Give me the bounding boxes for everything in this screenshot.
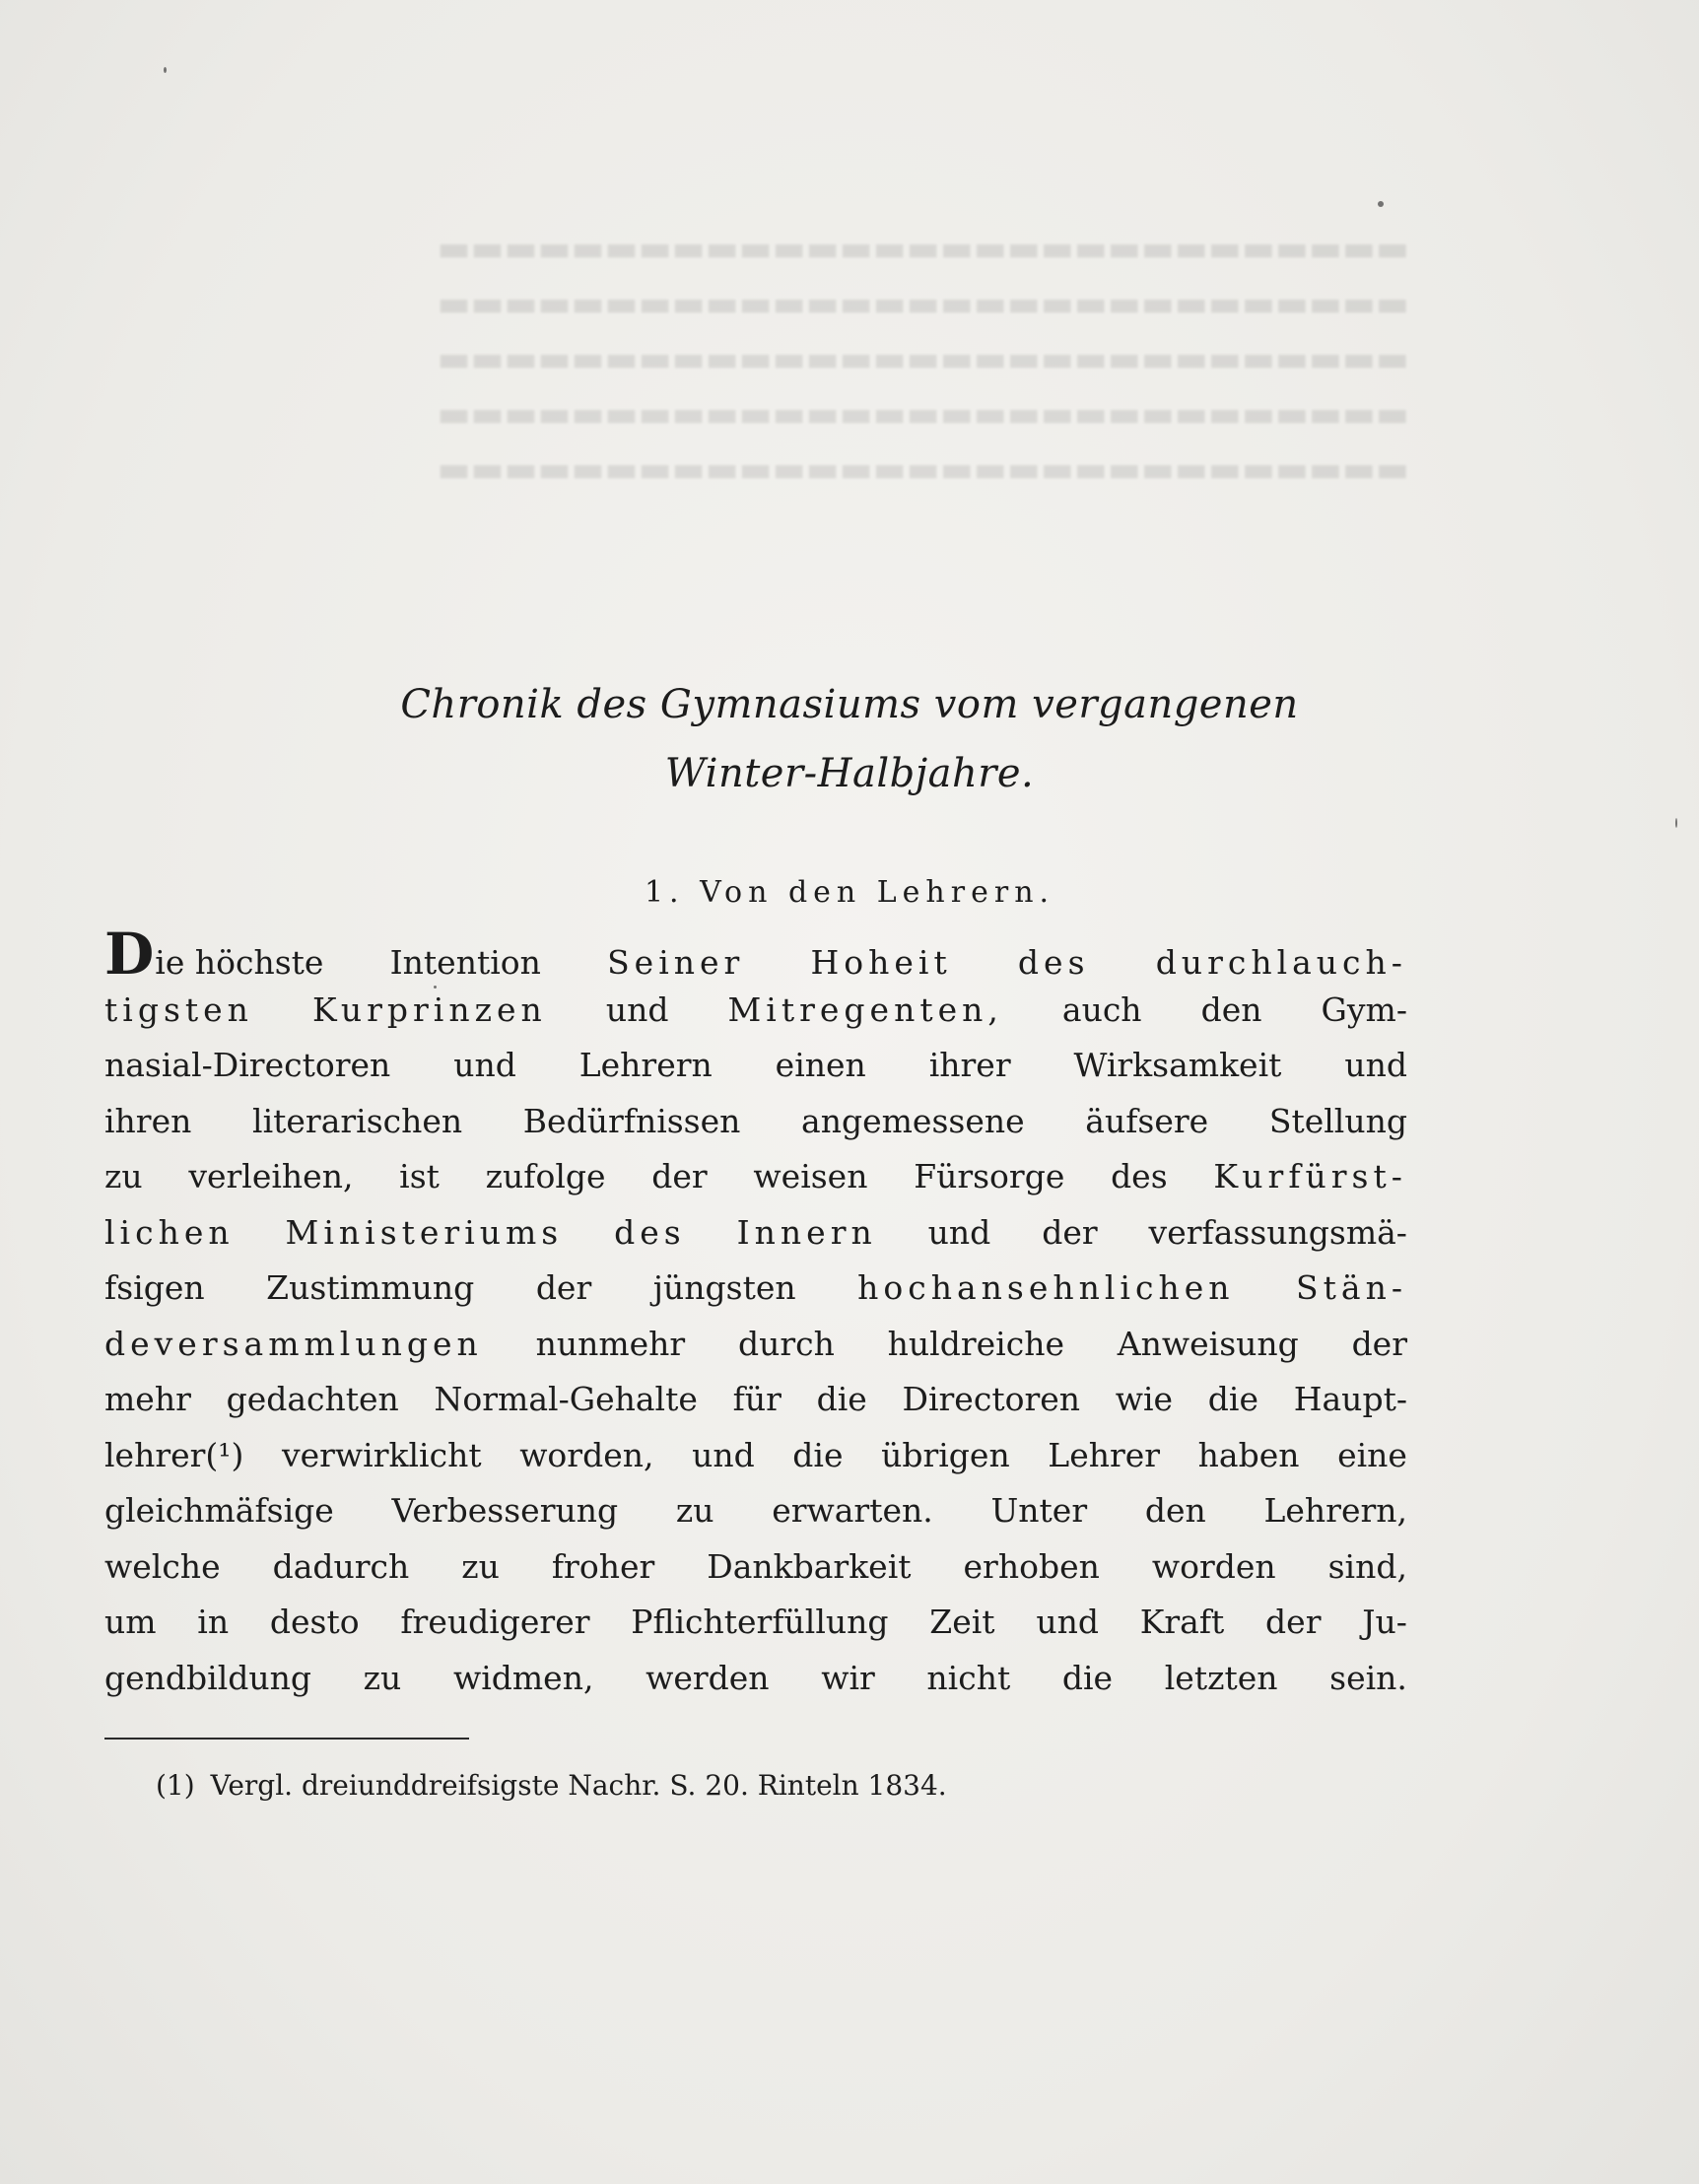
- word: worden: [1151, 1546, 1276, 1586]
- paper-speck: [164, 67, 167, 73]
- word: der: [651, 1157, 708, 1195]
- word: und: [927, 1212, 991, 1252]
- text-line: [104, 1213, 1407, 1269]
- word: ie höchste: [155, 943, 324, 982]
- paper-speck: [1378, 201, 1384, 207]
- first-word: [104, 921, 324, 988]
- word: zu: [104, 1157, 143, 1195]
- word: gleichmäfsige: [104, 1491, 334, 1530]
- word: froher: [551, 1546, 655, 1586]
- word: und: [1344, 1046, 1407, 1084]
- text-line: [104, 1491, 1407, 1547]
- paper-speck: [1675, 818, 1677, 828]
- word: Seiner: [607, 943, 745, 982]
- word: verwirklicht: [281, 1435, 482, 1474]
- word: für: [732, 1380, 782, 1418]
- word: erwarten.: [772, 1491, 933, 1530]
- chapter-heading-line-1: Chronik des Gymnasiums vom vergangenen: [400, 682, 1299, 727]
- word: Unter: [990, 1491, 1088, 1530]
- word: Wirksamkeit: [1073, 1046, 1282, 1084]
- word: die: [816, 1380, 867, 1418]
- word: den: [1200, 990, 1262, 1029]
- word: durch: [737, 1324, 835, 1363]
- text-line: [104, 1436, 1407, 1492]
- word: den: [1144, 1491, 1206, 1530]
- word: werden: [646, 1658, 770, 1697]
- word: Zustimmung: [266, 1268, 475, 1307]
- word: zufolge: [485, 1157, 606, 1195]
- word: worden,: [519, 1435, 654, 1474]
- word: widmen,: [452, 1658, 594, 1697]
- word: fsigen: [104, 1268, 205, 1307]
- word: zu: [675, 1491, 714, 1530]
- word: Lehrern,: [1263, 1491, 1407, 1530]
- word: in: [197, 1603, 230, 1641]
- text-line: [104, 1268, 1407, 1325]
- word: die: [1207, 1380, 1259, 1418]
- word: wie: [1115, 1380, 1174, 1418]
- word: Haupt-: [1293, 1380, 1407, 1418]
- word: Normal-Gehalte: [434, 1380, 698, 1418]
- word: zu: [363, 1658, 402, 1697]
- word: sein.: [1329, 1658, 1407, 1697]
- word: gendbildung: [104, 1658, 312, 1697]
- word: weisen: [753, 1157, 868, 1195]
- word: Anweisung: [1117, 1324, 1299, 1363]
- word: lehrer(¹): [104, 1435, 244, 1474]
- paper-speck: [434, 986, 437, 989]
- body-paragraph: [104, 921, 1407, 1697]
- word: äufsere: [1085, 1101, 1209, 1140]
- footnote: [156, 1769, 963, 1802]
- word: dadurch: [272, 1546, 410, 1586]
- word: der: [535, 1268, 592, 1307]
- word: desto: [269, 1603, 360, 1641]
- footnote-separator: [104, 1738, 469, 1740]
- word: Kurprinzen: [311, 990, 547, 1029]
- word: ist: [399, 1157, 440, 1195]
- word: und: [1036, 1603, 1099, 1641]
- text-line: [104, 1380, 1407, 1436]
- word: der: [1042, 1212, 1098, 1252]
- drop-cap: D: [104, 921, 155, 988]
- text-line: [104, 1325, 1407, 1381]
- word: einen: [775, 1046, 866, 1084]
- word: angemessene: [801, 1101, 1025, 1140]
- word: lichen: [104, 1212, 235, 1252]
- word: zu: [461, 1546, 500, 1586]
- text-line: [104, 1102, 1407, 1158]
- word: huldreiche: [887, 1324, 1064, 1363]
- word: Intention: [389, 943, 541, 982]
- word: Pflichterfüllung: [631, 1603, 889, 1641]
- section-number: 1.: [644, 875, 685, 910]
- word: nasial-Directoren: [104, 1046, 391, 1084]
- word: Bedürfnissen: [522, 1101, 741, 1140]
- word: sind,: [1327, 1546, 1407, 1586]
- word: um: [104, 1603, 157, 1641]
- word: durchlauch-: [1155, 943, 1407, 982]
- word: literarischen: [252, 1101, 463, 1140]
- footnote-text: Vergl. dreiunddreifsigste Nachr. S. 20. Rinteln 1834.: [210, 1769, 947, 1802]
- word: und: [605, 990, 669, 1029]
- word: deversammlungen: [104, 1324, 483, 1363]
- word: Gym-: [1321, 990, 1407, 1029]
- word: ihren: [104, 1101, 192, 1140]
- word: Kraft: [1139, 1603, 1225, 1641]
- word: Stellung: [1268, 1101, 1407, 1140]
- word: jüngsten: [652, 1268, 796, 1307]
- word: Verbesserung: [391, 1491, 619, 1530]
- word: Innern: [736, 1212, 877, 1252]
- word: der: [1265, 1603, 1322, 1641]
- text-line: [104, 1603, 1407, 1659]
- word: ihrer: [928, 1046, 1011, 1084]
- word: freudigerer: [400, 1603, 590, 1641]
- chapter-heading-line-2: Winter-Halbjahre.: [664, 751, 1035, 796]
- word: Zeit: [929, 1603, 995, 1641]
- word: erhoben: [963, 1546, 1100, 1586]
- word: letzten: [1164, 1658, 1278, 1697]
- word: auch: [1061, 990, 1142, 1029]
- text-line: [104, 1157, 1407, 1213]
- bleed-through-texture: ▬▬▬▬▬▬▬▬▬▬▬▬▬▬▬▬▬▬▬▬▬▬▬▬▬▬▬▬▬ ▬▬▬▬▬▬▬▬▬▬▬▬▬▬▬▬▬▬▬▬▬▬▬▬▬▬▬▬▬ ▬▬▬▬▬▬▬▬▬▬▬▬▬▬▬▬▬▬▬▬▬▬▬▬▬▬▬▬▬ ▬▬▬▬▬▬▬▬▬▬▬▬▬▬▬▬▬▬▬▬▬▬▬▬▬▬▬▬▬ ▬▬▬▬▬▬▬▬▬▬▬▬▬▬▬▬▬▬▬▬▬▬▬▬▬▬▬▬▬: [437, 229, 1409, 490]
- section-heading: [0, 875, 1699, 910]
- word: nicht: [926, 1658, 1011, 1697]
- word: Directoren: [902, 1380, 1081, 1418]
- word: welche: [104, 1546, 221, 1586]
- word: Kurfürst-: [1213, 1157, 1407, 1195]
- footnote-marker: (1): [156, 1769, 195, 1802]
- word: hochansehnlichen: [857, 1268, 1235, 1307]
- word: und: [692, 1435, 755, 1474]
- word: Lehrer: [1048, 1435, 1161, 1474]
- word: Hoheit: [810, 943, 952, 982]
- word: mehr: [104, 1380, 191, 1418]
- word: des: [1017, 943, 1090, 982]
- word: Ju-: [1362, 1603, 1407, 1641]
- word: haben: [1197, 1435, 1300, 1474]
- word: die: [792, 1435, 844, 1474]
- section-title: Von den Lehrern.: [700, 875, 1055, 910]
- word: verleihen,: [188, 1157, 354, 1195]
- word: Stän-: [1296, 1268, 1407, 1307]
- word: nunmehr: [535, 1324, 686, 1363]
- word: Ministeriums: [285, 1212, 564, 1252]
- word: Fürsorge: [914, 1157, 1065, 1195]
- word: die: [1061, 1658, 1114, 1697]
- text-line: [104, 1547, 1407, 1604]
- word: Mitregenten,: [727, 990, 1003, 1029]
- word: verfassungsmä-: [1148, 1212, 1407, 1252]
- word: Dankbarkeit: [707, 1546, 912, 1586]
- word: eine: [1337, 1435, 1407, 1474]
- word: des: [1111, 1157, 1168, 1195]
- text-line: [104, 1659, 1407, 1697]
- word: gedachten: [226, 1380, 399, 1418]
- word: Lehrern: [578, 1046, 713, 1084]
- text-line: [104, 990, 1407, 1047]
- word: und: [453, 1046, 516, 1084]
- word: des: [614, 1212, 686, 1252]
- text-line: [104, 1046, 1407, 1102]
- word: tigsten: [104, 990, 253, 1029]
- word: der: [1351, 1324, 1407, 1363]
- word: übrigen: [881, 1435, 1010, 1474]
- text-line: [104, 921, 1407, 990]
- word: wir: [821, 1658, 875, 1697]
